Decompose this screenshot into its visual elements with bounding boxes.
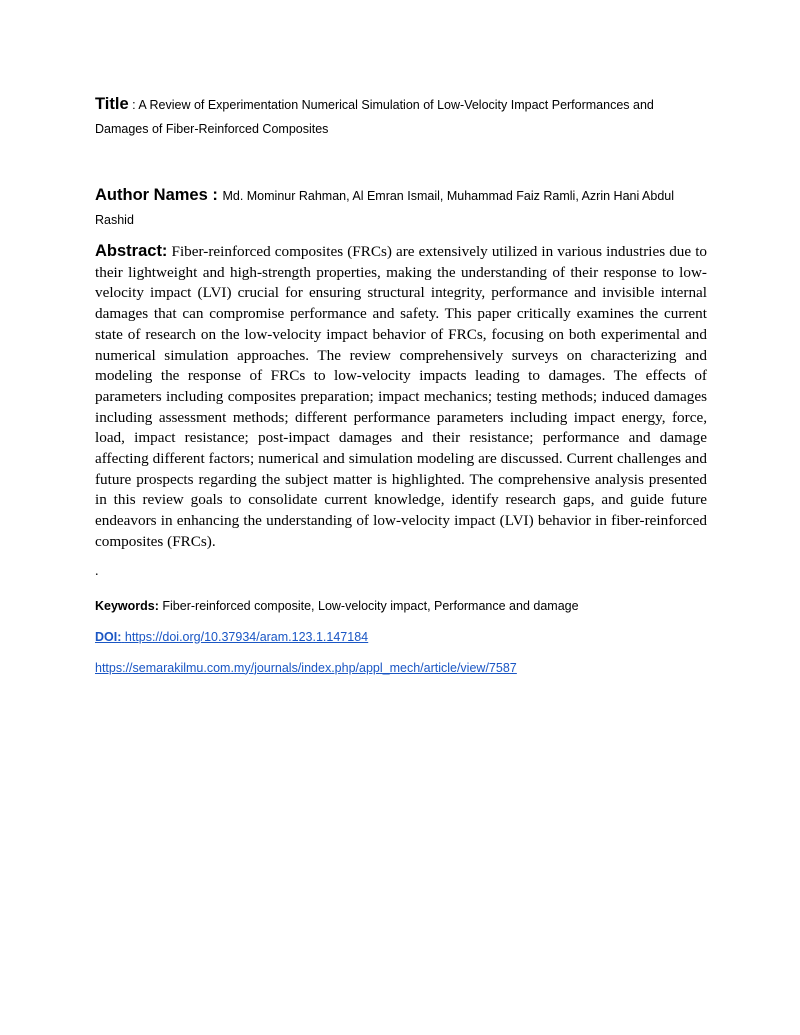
article-url-section bbox=[95, 659, 707, 677]
document-page bbox=[95, 92, 707, 677]
authors-section bbox=[95, 183, 707, 232]
abstract-label: Abstract: bbox=[95, 242, 168, 260]
title-label: Title bbox=[95, 95, 129, 113]
authors-label: Author Names bbox=[95, 186, 208, 204]
abstract-text: Fiber-reinforced composites (FRCs) are extensively utilized in various industries due to their lightweight and high-strength properties, making the understanding of their response to low-velocity impact (LVI) crucial for ensuring structural integrity, performance and invisible internal damages that can compromise performance and safety. This paper critically examines the current state of research on the low-velocity impact behavior of FRCs, focusing on both experimental and numerical simulation approaches. The review comprehensively surveys on characterizing and modeling the response of FRCs to low-velocity impacts leading to damages. The effects of parameters including composites preparation; impact mechanics; testing methods; induced damages including assessment methods; different performance parameters including impact energy, force, load, impact resistance; post-impact damages and their resistance; performance and damage affecting different factors; numerical and simulation modeling are discussed. Current challenges and future prospects regarding the subject matter is highlighted. The comprehensive analysis presented in this review goals to consolidate current knowledge, identify research gaps, and guide future endeavors in enhancing the understanding of low-velocity impact (LVI) behavior in fiber-reinforced composites (FRCs). bbox=[95, 243, 708, 550]
title-separator: : bbox=[128, 98, 139, 112]
separator-dot: . bbox=[95, 563, 99, 579]
keywords-section bbox=[95, 597, 707, 615]
authors-separator: : bbox=[207, 186, 223, 204]
doi-link[interactable]: https://doi.org/10.37934/aram.123.1.147184 bbox=[124, 629, 369, 644]
title-text: A Review of Experimentation Numerical Simulation of Low-Velocity Impact Performances and Damages of Fiber-Reinforced Composites bbox=[95, 98, 654, 136]
doi-section bbox=[95, 628, 707, 646]
article-url-link[interactable]: https://semarakilmu.com.my/journals/index.php/appl_mech/article/view/7587 bbox=[95, 660, 517, 675]
authors-text: Md. Mominur Rahman, Al Emran Ismail, Muhammad Faiz Ramli, Azrin Hani Abdul Rashid bbox=[95, 189, 674, 227]
keywords-label: Keywords: bbox=[95, 598, 159, 613]
abstract-section bbox=[95, 241, 707, 553]
doi-label: DOI: bbox=[95, 629, 122, 644]
keywords-text: Fiber-reinforced composite, Low-velocity impact, Performance and damage bbox=[162, 598, 579, 613]
title-section bbox=[95, 92, 707, 141]
